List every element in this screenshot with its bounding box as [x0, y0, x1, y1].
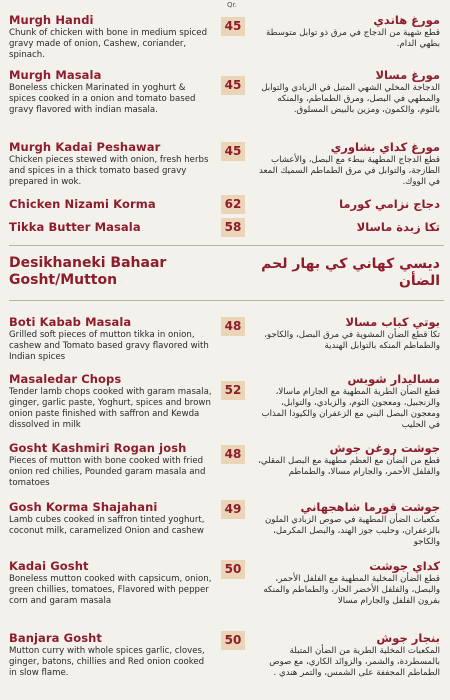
item-name-arabic: مورغ مسالا — [375, 68, 440, 82]
price-badge: 49 — [221, 500, 245, 519]
item-name-arabic: دجاج نزامي كورما — [339, 197, 440, 211]
item-english — [9, 220, 214, 234]
item-name: Gosh Korma Shajahani — [9, 500, 158, 514]
item-arabic — [253, 140, 440, 188]
item-name: Gosht Kashmiri Rogan josh — [9, 441, 187, 455]
item-arabic — [253, 372, 440, 431]
item-english — [9, 441, 214, 489]
item-name-arabic: جوشت روغن جوش — [329, 441, 440, 455]
item-english — [9, 372, 214, 431]
item-name: Murgh Handi — [9, 13, 94, 27]
section-title-arabic: ديسي كهاني كي بهار لحم الضأن — [261, 256, 440, 289]
item-description: Lamb cubes cooked in saffron tinted yoghurt, coconut milk, caramelized Onion and cashew — [9, 515, 205, 536]
item-description-arabic: تكا قطع الضأن المشوية في مرق البصل، والكاجو، والطماطم المنكه بالتوابل الهندية — [264, 330, 440, 351]
item-name: Murgh Masala — [9, 68, 102, 82]
item-name-arabic: بنجار جوش — [376, 631, 440, 645]
item-english — [9, 13, 214, 61]
item-description-arabic: قطع من الضأن مع العظم مطهية مع البصل المقلي، والفلفل الأحمر، والجارام مسالا، والطماطم — [258, 456, 440, 477]
item-name: Banjara Gosht — [9, 631, 103, 645]
item-arabic — [253, 559, 440, 607]
item-description: Tender lamb chops cooked with garam masala, ginger, garlic paste, Yoghurt, spices and brown onion paste finished with saffron and Kewda dissolved in milk — [9, 387, 212, 430]
item-name-arabic: مساليدار شوبس — [347, 372, 440, 386]
section-divider — [9, 245, 444, 246]
item-name: Boti Kabab Masala — [9, 315, 132, 329]
item-arabic — [253, 500, 440, 548]
item-name: Murgh Kadai Peshawar — [9, 140, 161, 154]
section-divider — [9, 300, 444, 301]
item-arabic — [253, 68, 440, 116]
price-badge: 45 — [221, 142, 245, 161]
item-name: Kadai Gosht — [9, 559, 89, 573]
item-name-arabic: كداي جوشت — [369, 559, 440, 573]
item-description-arabic: قطع الدجاج المطهية ببطء مع البصل، والأعشاب الطازجة، والتوابل في مرق الطماطم السميك المعد في الووك. — [259, 155, 440, 187]
item-english — [9, 315, 214, 363]
price-badge: 62 — [221, 195, 245, 214]
item-arabic — [253, 631, 440, 679]
price-badge: 50 — [221, 560, 245, 579]
item-description-arabic: الدجاجة المخلي الشهي المتبل في الزبادي والتوابل والمطهي في البصل، ومرق الطماطم، والمنكه بالثوم، والكمون، ومزين بالبيض المسلوق. — [261, 83, 440, 115]
item-english — [9, 197, 214, 211]
price-badge: 48 — [221, 317, 245, 336]
item-name-arabic: تكا زبدة ماسالا — [356, 220, 440, 234]
price-badge: 52 — [221, 381, 245, 400]
currency-label: Qr. — [227, 1, 237, 9]
item-description: Boneless mutton cooked with capsicum, onion, green chillies, tomatoes, Flavored with pepper corn and garam masala — [9, 574, 212, 606]
item-arabic — [253, 13, 440, 50]
item-english — [9, 140, 214, 188]
price-badge: 50 — [221, 631, 245, 650]
item-arabic — [253, 197, 440, 211]
price-badge: 45 — [221, 76, 245, 95]
item-description-arabic: قطع الضأن المخلية المطهية مع الفلفل الأحمر، والبصل، والفلفل الأخضر الحار، والطماطم والمنكه بفرون الفلفل والجارام مسالا — [263, 574, 440, 606]
item-name-arabic: جوشت قورما شاهجهاني — [300, 500, 440, 514]
item-description: Mutton curry with whole spices garlic, cloves, ginger, batons, chillies and Red onion cooked in slow flame. — [9, 646, 205, 678]
item-description-arabic: المكعبات المخلية الطرية من الضأن المتبلة بالمسطردة، والشمر، والزوائد الكاري، مع صوص الطماطم المجففة على الشمس، والتمر هندي . — [269, 646, 440, 678]
item-english — [9, 68, 214, 116]
item-english — [9, 559, 214, 607]
price-badge: 48 — [221, 445, 245, 464]
item-description-arabic: مكعبات الضأن المطهية في صوص الزبادي الملون بالزعفران، وحليب جوز الهند، والبصل المكرمل، والكاجو — [264, 515, 440, 547]
item-description: Pieces of mutton with bone cooked with fried onion red chilies, Pounded garam masala and tomatoes — [9, 456, 206, 488]
item-name-arabic: بوتي كباب مسالا — [345, 315, 440, 329]
item-description: Boneless chicken Marinated in yoghurt & spices cooked in a onion and tomato based gravy flavored with indian masala. — [9, 83, 196, 115]
item-name-arabic: مورغ كداي بشاوري — [330, 140, 440, 154]
item-description-arabic: قطع الضأن الطرية المطهية مع الجارام ماسالا، والزنجبيل، ومعجون الثوم، والزبادي، والتوابل، ومعجون البصل البني مع الزعفران والكيودا المذاب في الحليب — [261, 387, 440, 430]
item-description: Grilled soft pieces of mutton tikka in onion, cashew and Tomato based gravy flavored with Indian spices — [9, 330, 209, 362]
item-name-arabic: مورغ هاندي — [373, 13, 440, 27]
section-title: Desikhaneki Bahaar Gosht/Mutton — [9, 255, 167, 288]
item-arabic — [253, 441, 440, 478]
item-arabic — [253, 315, 440, 352]
price-badge: 45 — [221, 17, 245, 36]
item-name: Masaledar Chops — [9, 372, 122, 386]
item-name: Tikka Butter Masala — [9, 220, 141, 234]
item-english — [9, 500, 214, 537]
item-english — [9, 631, 214, 679]
item-description-arabic: قطع شهية من الدجاج في مرق ذو توابل متوسطة بطهي الدام. — [266, 28, 440, 49]
item-name: Chicken Nizami Korma — [9, 197, 156, 211]
item-description: Chunk of chicken with bone in medium spiced gravy made of onion, Cashew, coriander, spinach. — [9, 28, 208, 60]
item-description: Chicken pieces stewed with onion, fresh herbs and spices in a thick tomato based gravy prepared in wok. — [9, 155, 209, 187]
price-badge: 58 — [221, 218, 245, 237]
item-arabic — [253, 220, 440, 234]
